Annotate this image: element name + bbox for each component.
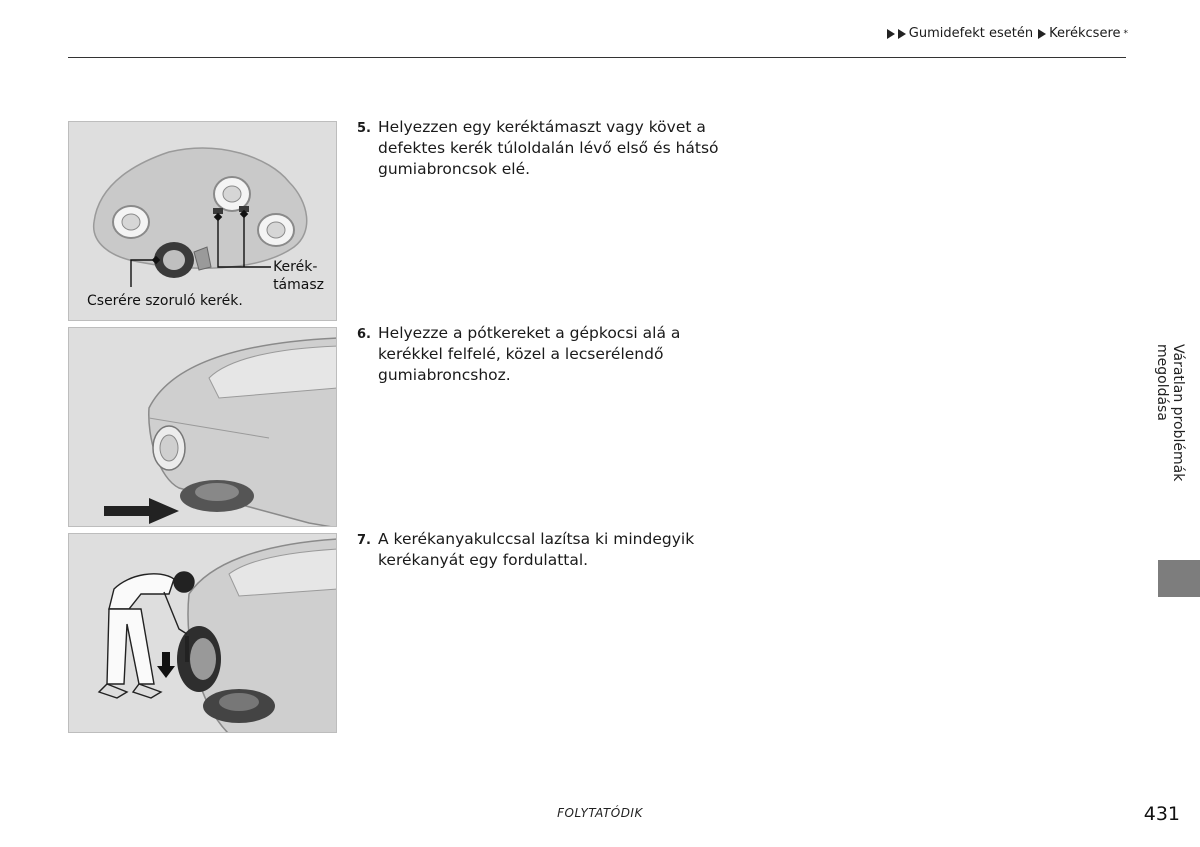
step-text: Helyezzen egy keréktámaszt vagy követ a defektes kerék túloldalán lévő első és hátsó gumiabroncsok elé.: [378, 118, 719, 178]
wheel-front-left: [113, 206, 149, 238]
breadcrumb-item-flat-tire[interactable]: Gumidefekt esetén: [908, 26, 1034, 41]
step-text: A kerékanyakulccsal lazítsa ki mindegyik kerékanyát egy fordulattal.: [378, 530, 695, 569]
arrow-right-icon: [104, 498, 179, 524]
figure-loosen-lug-nuts: [68, 533, 337, 733]
model-note-star: *: [1123, 28, 1128, 39]
person-figure: [99, 572, 194, 698]
step-6: [357, 323, 727, 386]
step-5: [357, 117, 727, 180]
triangle-right-icon: [1038, 29, 1046, 39]
header-divider: [68, 57, 1126, 58]
chapter-side-label[interactable]: Váratlan problémák megoldása: [1154, 344, 1186, 482]
spare-under-car-illustration: [69, 328, 337, 527]
arrow-down-icon: [157, 652, 175, 678]
wheel-rear-upper: [214, 177, 250, 211]
breadcrumb-item-wheel-change[interactable]: Kerékcsere: [1049, 26, 1121, 41]
figure-wheel-chocks: [68, 121, 337, 321]
page-number: 431: [1143, 803, 1180, 825]
step-7: [357, 529, 727, 571]
step-number: 6.: [357, 327, 371, 342]
breadcrumb: [887, 26, 1128, 41]
step-number: 5.: [357, 121, 371, 136]
lug-wrench: [185, 636, 189, 662]
loosen-lug-nuts-illustration: [69, 534, 337, 733]
step-number: 7.: [357, 533, 371, 548]
chapter-tab-marker[interactable]: [1158, 560, 1200, 597]
flat-tire-caption: Cserére szoruló kerék.: [87, 293, 243, 309]
step-text: Helyezze a pótkereket a gépkocsi alá a kerékkel felfelé, közel a lecserélendő gumiabroncshoz.: [378, 324, 681, 384]
triangle-right-icon: [887, 29, 895, 39]
continued-label: FOLYTATÓDIK: [557, 806, 643, 820]
triangle-right-icon: [898, 29, 906, 39]
chock-caption: Kerék- támasz: [273, 259, 324, 293]
figure-spare-under-car: [68, 327, 337, 527]
wheel-rear-right: [258, 214, 294, 246]
